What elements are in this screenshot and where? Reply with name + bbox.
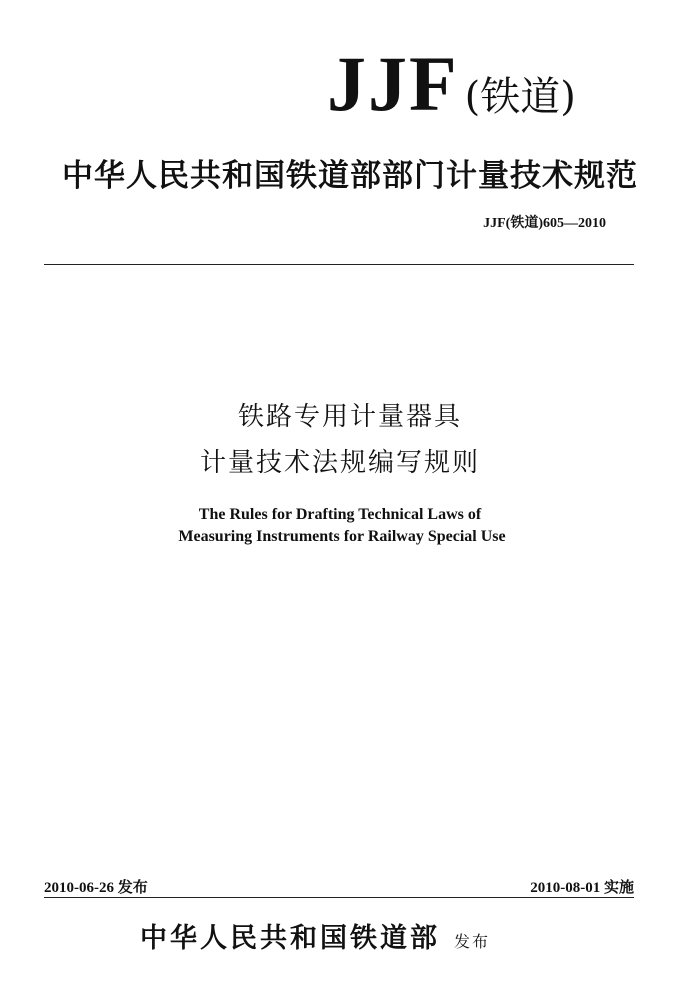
logo-suffix: (铁道) xyxy=(464,74,576,120)
issuer-title: 中华人民共和国铁道部部门计量技术规范 xyxy=(62,158,638,194)
release-date: 2010-06-26 发布 xyxy=(44,880,148,896)
english-title-line-1: The Rules for Drafting Technical Laws of xyxy=(198,506,482,523)
document-code: JJF(铁道)605—2010 xyxy=(483,216,606,231)
publisher-line xyxy=(140,916,490,955)
english-title-line-2: Measuring Instruments for Railway Special Use xyxy=(178,528,506,545)
logo-code: JJF xyxy=(327,40,459,127)
publisher-name: 中华人民共和国铁道部 xyxy=(140,923,440,954)
standard-logo xyxy=(327,40,637,127)
chinese-title-line-2: 计量技术法规编写规则 xyxy=(199,448,480,478)
effective-date: 2010-08-01 实施 xyxy=(530,880,634,896)
chinese-title-line-1: 铁路专用计量器具 xyxy=(237,402,462,432)
top-divider xyxy=(44,264,634,265)
publisher-action: 发布 xyxy=(454,932,491,951)
bottom-divider xyxy=(44,897,634,898)
